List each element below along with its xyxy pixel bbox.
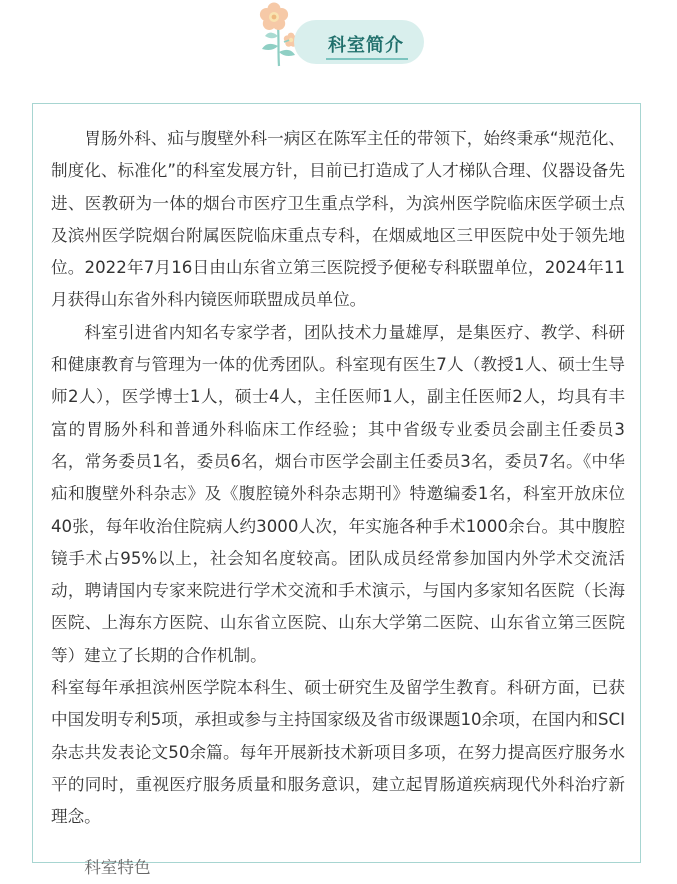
content-body [51,123,625,877]
cut-off-text: 科室特色 [84,857,151,877]
paragraph-cut-off [51,834,625,877]
paragraph-team: 科室引进省内知名专家学者，团队技术力量雄厚，是集医疗、教学、科研和健康教育与管理为一体的优秀团队。科室现有医生7人（教授1人、硕士生导师2人），医学博士1人，硕士4人，主任医师1人，副主任医师2人，均具有丰富的胃肠外科和普通外科临床工作经验；其中省级专业委员会副主任委员3名，常务委员1名，委员6名，烟台市医学会副主任委员3名，委员7名。《中华疝和腹壁外科杂志》及《腹腔镜外科杂志期刊》特邀编委1名，科室开放床位40张，每年收治住院病人约3000人次，年实施各种手术1000余台。其中腹腔镜手术占95%以上，社会知名度较高。团队成员经常参加国内外学术交流活动，聘请国内专家来院进行学术交流和手术演示，与国内多家知名医院（长海医院、上海东方医院、山东省立医院、山东大学第二医院、山东省立第三医院等）建立了长期的合作机制。 [51,322,625,665]
title-pill [294,20,424,64]
section-title: 科室简介 [328,35,404,56]
paragraph-teaching-research: 科室每年承担滨州医学院本科生、硕士研究生及留学生教育。科研方面，已获中国发明专利5项，承担或参与主持国家级及省市级课题10余项，在国内和SCI杂志共发表论文50余篇。每年开展新技术新项目多项，在努力提高医疗服务水平的同时，重视医疗服务质量和服务意识，建立起胃肠道疾病现代外科治疗新理念。 [51,678,625,827]
paragraph-intro: 胃肠外科、疝与腹壁外科一病区在陈军主任的带领下，始终秉承“规范化、制度化、标准化”的科室发展方针，目前已打造成了人才梯队合理、仪器设备先进、医教研为一体的烟台市医疗卫生重点学科，为滨州医学院临床医学硕士点及滨州医学院烟台附属医院临床重点专科，在烟威地区三甲医院中处于领先地位。2022年7月16日由山东省立第三医院授予便秘专科联盟单位，2024年11月获得山东省外科内镜医师联盟成员单位。 [51,129,625,310]
section-header [248,0,428,72]
title-underline [326,58,408,60]
